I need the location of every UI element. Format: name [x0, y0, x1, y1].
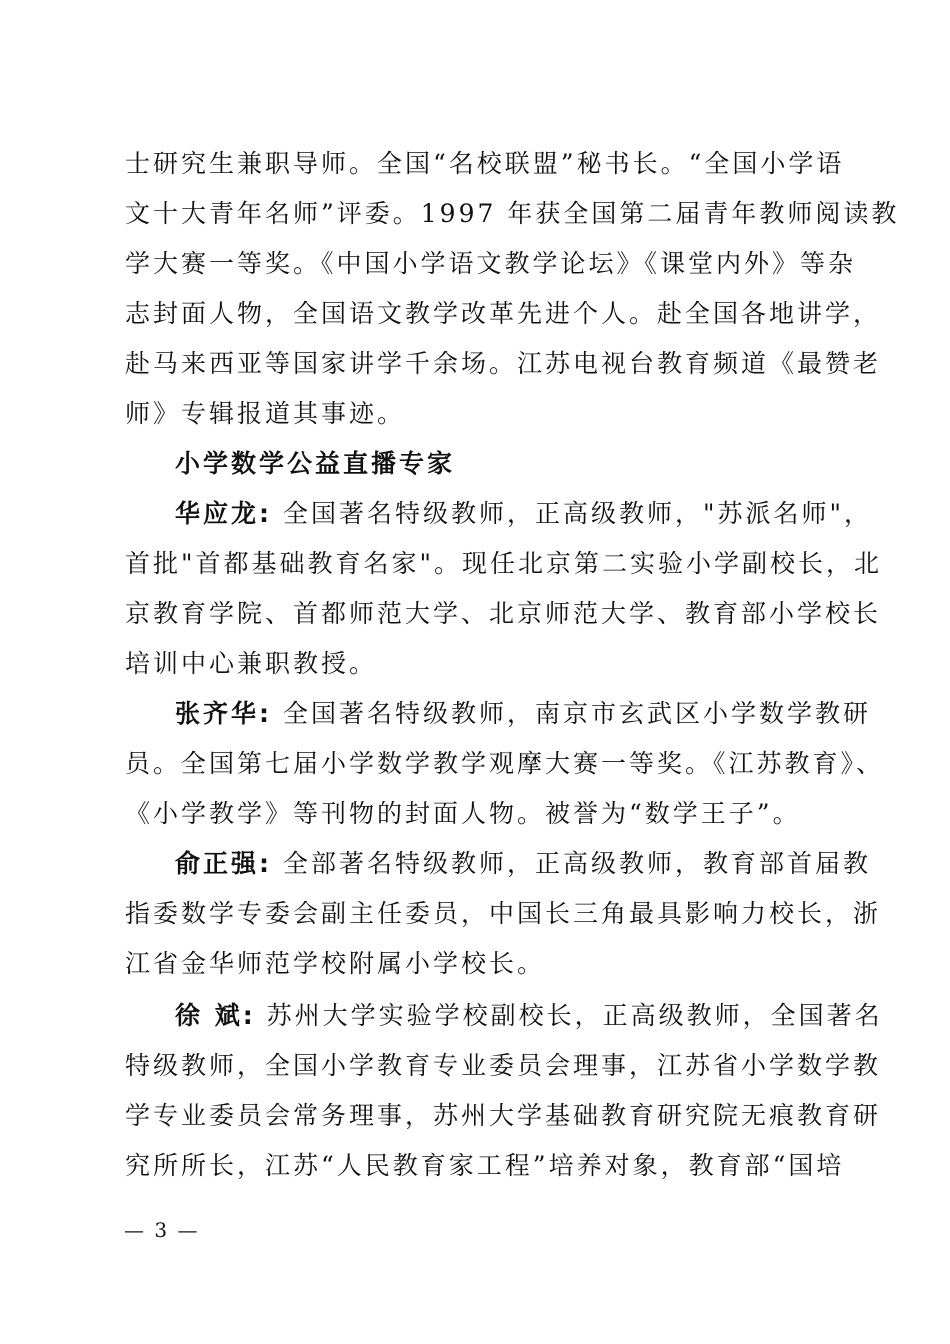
expert-bio: 全部著名特级教师，正高级教师，教育部首届教 — [282, 849, 871, 878]
text-line: 江省金华师范学校附属小学校长。 — [125, 949, 546, 978]
text-line: 指委数学专委会副主任委员，中国长三角最具影响力校长，浙 — [125, 899, 882, 928]
text-line: 士研究生兼职导师。全国“名校联盟”秘书长。“全国小学语 — [125, 149, 845, 178]
text-line: 师》专辑报道其事迹。 — [125, 399, 406, 428]
expert-name: 华应龙: — [175, 499, 272, 528]
expert-paragraph — [175, 698, 895, 730]
expert-bio: 全国著名特级教师，南京市玄武区小学数学教研 — [282, 699, 871, 728]
expert-paragraph — [175, 1000, 895, 1032]
expert-bio: 苏州大学实验学校副校长，正高级教师，全国著名 — [266, 1001, 883, 1030]
text-line: 究所所长，江苏“人民教育家工程”培养对象，教育部“国培 — [125, 1151, 845, 1180]
text-line: 培训中心兼职教授。 — [125, 649, 378, 678]
text-line: 学专业委员会常务理事，苏州大学基础教育研究院无痕教育研 — [125, 1101, 882, 1130]
expert-bio: 全国著名特级教师，正高级教师，"苏派名师"， — [282, 499, 872, 528]
expert-name: 张齐华: — [175, 699, 272, 728]
text-line: 员。全国第七届小学数学教学观摩大赛一等奖。《江苏教育》、 — [125, 749, 885, 778]
text-line: 赴马来西亚等国家讲学千余场。江苏电视台教育频道《最赞老 — [125, 349, 882, 378]
text-line: 学大赛一等奖。《中国小学语文教学论坛》《课堂内外》等杂 — [125, 249, 857, 278]
text-line: 文十大青年名师”评委。1997 年获全国第二届青年教师阅读教 — [125, 199, 900, 228]
text-line: 首批"首都基础教育名家"。现任北京第二实验小学副校长，北 — [125, 549, 883, 578]
section-title: 小学数学公益直播专家 — [175, 449, 456, 478]
text-line: 京教育学院、首都师范大学、北京师范大学、教育部小学校长 — [125, 599, 882, 628]
expert-paragraph — [175, 498, 895, 530]
text-line: 《小学教学》等刊物的封面人物。被誉为“数学王子”。 — [125, 799, 801, 828]
expert-paragraph — [175, 848, 895, 880]
text-line: 特级教师，全国小学教育专业委员会理事，江苏省小学数学教 — [125, 1051, 882, 1080]
expert-name: 俞正强: — [175, 849, 272, 878]
expert-name: 徐 斌: — [175, 1001, 256, 1030]
text-line: 志封面人物，全国语文教学改革先进个人。赴全国各地讲学， — [125, 299, 882, 328]
page-number: — 3 — — [124, 1218, 200, 1242]
